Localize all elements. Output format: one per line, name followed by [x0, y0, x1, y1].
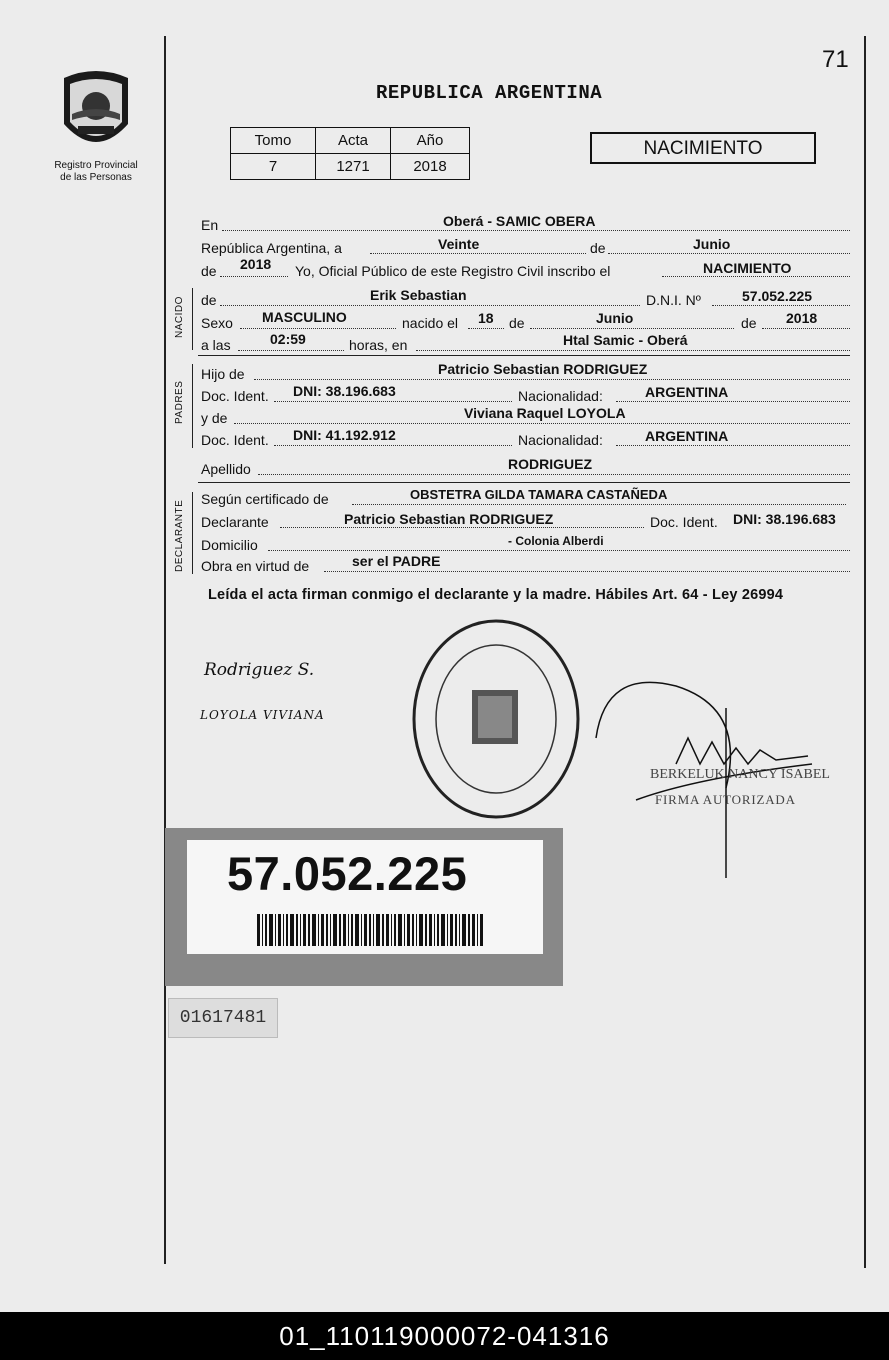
value-act: NACIMIENTO — [703, 260, 792, 276]
header-acta: Acta — [316, 128, 391, 154]
dotline — [608, 253, 850, 254]
value-address: - Colonia Alberdi — [508, 534, 604, 548]
logo-caption-line1: Registro Provincial — [54, 160, 138, 171]
label-yde: y de — [201, 410, 228, 426]
header-ano: Año — [391, 128, 470, 154]
value-surname: RODRIGUEZ — [508, 456, 592, 472]
serial-number: 01617481 — [168, 998, 278, 1038]
dotline — [324, 571, 850, 572]
label-hijo: Hijo de — [201, 366, 245, 382]
dotline — [530, 328, 734, 329]
dotline — [222, 230, 850, 231]
value-ano: 2018 — [391, 154, 470, 180]
page-title: REPUBLICA ARGENTINA — [376, 82, 603, 104]
value-year: 2018 — [240, 256, 272, 272]
section-bar — [192, 492, 193, 574]
value-declarant: Patricio Sebastian RODRIGUEZ — [344, 511, 554, 527]
value-mother-doc: DNI: 41.192.912 — [293, 427, 396, 443]
label-de-year: de — [201, 263, 217, 279]
sticker-label — [187, 840, 543, 954]
divider — [198, 482, 850, 483]
label-declarante: Declarante — [201, 514, 269, 530]
value-month: Junio — [693, 236, 731, 252]
label-en: En — [201, 217, 219, 233]
official-name: BERKELUK NANCY ISABEL — [650, 767, 830, 782]
signature-mother: LOYOLA VIVIANA — [200, 708, 325, 722]
dotline — [352, 504, 846, 505]
value-father: Patricio Sebastian RODRIGUEZ — [438, 361, 648, 377]
value-time: 02:59 — [270, 331, 306, 347]
closing-text: Leída el acta firman conmigo el declarante y la madre. Hábiles Art. 64 - Ley 26994 — [208, 587, 784, 603]
value-acta: 1271 — [316, 154, 391, 180]
signatures-block — [200, 660, 325, 722]
label-alas: a las — [201, 337, 231, 353]
value-mother: Viviana Raquel LOYOLA — [464, 405, 626, 421]
value-birth-year: 2018 — [786, 310, 818, 326]
label-yo: Yo, Oficial Público de este Registro Civil inscribo el — [295, 263, 611, 279]
section-nacido: NACIDO — [174, 296, 185, 338]
label-sexo: Sexo — [201, 315, 233, 331]
signature-declarant: Rodriguez S. — [204, 660, 315, 680]
dotline — [616, 445, 850, 446]
dotline — [268, 550, 850, 551]
value-father-nat: ARGENTINA — [645, 384, 729, 400]
label-de-month: de — [509, 315, 525, 331]
dotline — [468, 328, 504, 329]
dotline — [220, 276, 288, 277]
dotline — [240, 328, 396, 329]
dotline — [370, 253, 586, 254]
value-certificate: OBSTETRA GILDA TAMARA CASTAÑEDA — [410, 487, 668, 502]
official-title: FIRMA AUTORIZADA — [655, 792, 796, 807]
dotline — [712, 305, 850, 306]
document-type-box: NACIMIENTO — [590, 132, 816, 164]
value-tomo: 7 — [231, 154, 316, 180]
value-capacity: ser el PADRE — [352, 553, 441, 569]
dni-sticker — [165, 828, 563, 986]
logo-caption-line2: de las Personas — [60, 172, 132, 183]
record-table — [230, 127, 470, 180]
value-name: Erik Sebastian — [370, 287, 467, 303]
page-number: 71 — [822, 46, 849, 73]
label-de: de — [590, 240, 606, 256]
value-birth-month: Junio — [596, 310, 634, 326]
footer-id: 01_110119000072-041316 — [279, 1321, 610, 1351]
value-mother-nat: ARGENTINA — [645, 428, 729, 444]
value-sex: MASCULINO — [262, 309, 347, 325]
dotline — [762, 328, 850, 329]
official-seal — [408, 614, 584, 824]
barcode-icon — [257, 914, 485, 946]
dotline — [662, 276, 850, 277]
dotline — [274, 401, 512, 402]
label-de-name: de — [201, 292, 217, 308]
label-republica: República Argentina, a — [201, 240, 342, 256]
label-nac-father: Nacionalidad: — [518, 388, 603, 404]
label-nac-mother: Nacionalidad: — [518, 432, 603, 448]
value-day-word: Veinte — [438, 236, 480, 252]
value-birth-day: 18 — [478, 310, 494, 326]
dotline — [238, 350, 344, 351]
label-de-year2: de — [741, 315, 757, 331]
label-doc-father: Doc. Ident. — [201, 388, 269, 404]
sticker-dni-number: 57.052.225 — [227, 847, 468, 900]
value-declarant-doc: DNI: 38.196.683 — [733, 511, 836, 527]
logo-caption — [40, 160, 152, 184]
section-padres: PADRES — [174, 380, 185, 424]
label-horas: horas, en — [349, 337, 408, 353]
misiones-logo — [58, 68, 134, 156]
dotline — [234, 423, 850, 424]
section-bar — [192, 364, 193, 448]
dotline — [258, 474, 850, 475]
value-place: Oberá - SAMIC OBERA — [443, 213, 596, 229]
value-father-doc: DNI: 38.196.683 — [293, 383, 396, 399]
section-declarante: DECLARANTE — [174, 499, 185, 572]
dotline — [280, 527, 644, 528]
value-dni: 57.052.225 — [742, 288, 813, 304]
label-apellido: Apellido — [201, 461, 251, 477]
section-bar — [192, 288, 193, 350]
dotline — [254, 379, 850, 380]
label-dni: D.N.I. Nº — [646, 292, 701, 308]
label-obra: Obra en virtud de — [201, 558, 310, 574]
label-doc-mother: Doc. Ident. — [201, 432, 269, 448]
divider — [198, 355, 850, 356]
header-tomo: Tomo — [231, 128, 316, 154]
label-doc-declarant: Doc. Ident. — [650, 514, 718, 530]
left-margin-line — [164, 36, 166, 1264]
right-margin-line — [864, 36, 866, 1268]
label-domicilio: Domicilio — [201, 537, 258, 553]
label-segun: Según certificado de — [201, 491, 329, 507]
label-nacido: nacido el — [402, 315, 459, 331]
dotline — [274, 445, 512, 446]
dotline — [220, 305, 640, 306]
dotline — [616, 401, 850, 402]
dotline — [416, 350, 850, 351]
value-birth-place: Htal Samic - Oberá — [563, 332, 688, 348]
